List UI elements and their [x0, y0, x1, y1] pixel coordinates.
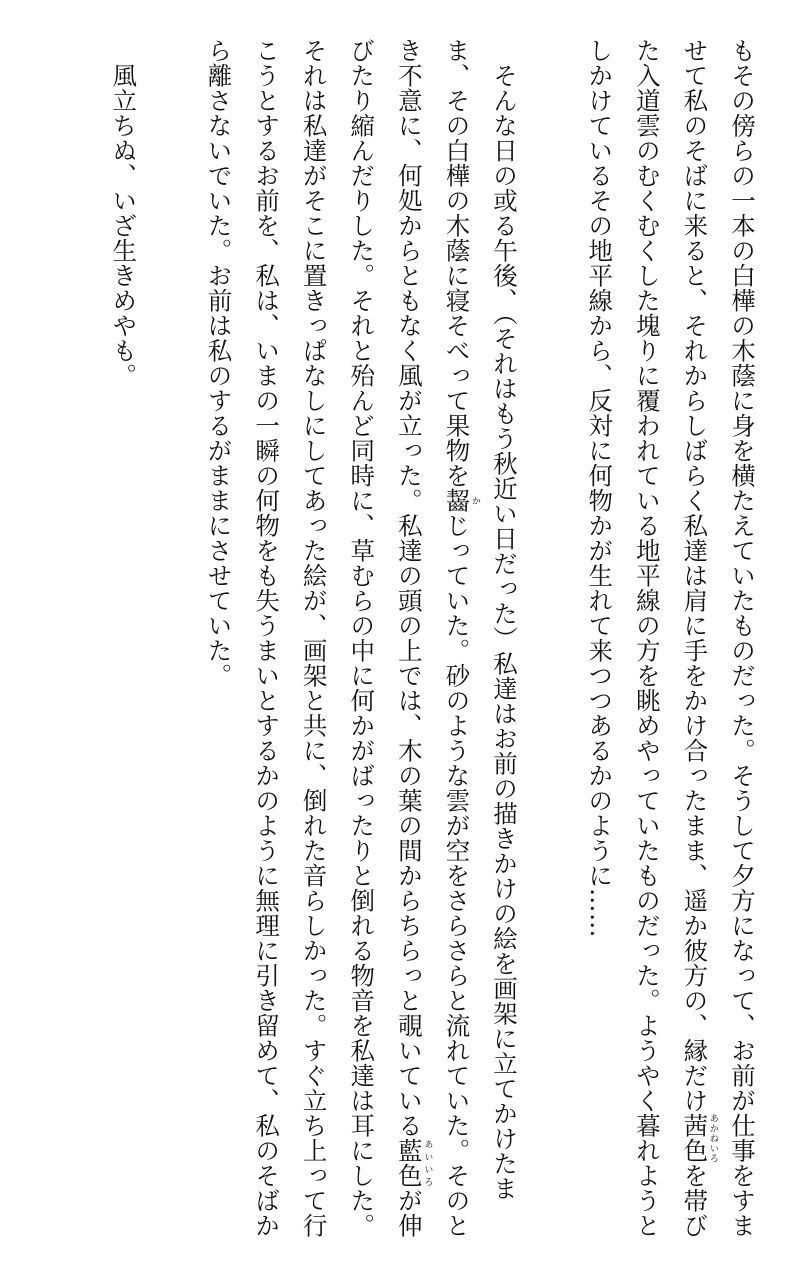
ruby-annotation — [680, 1113, 718, 1163]
ruby-reading: あかねいろ — [707, 1113, 718, 1163]
ruby-base: 齧 — [442, 488, 472, 513]
vertical-text-body — [100, 38, 766, 1248]
text-run: 風立ちぬ、いざ生きめやも。 — [109, 62, 139, 388]
paragraph — [100, 38, 148, 1248]
paragraph-gap — [528, 38, 576, 1248]
text-run: じっていた。砂のような雲が空をさらさらと流れていた。そのとき不意に、何処からともなく風が立った。私達の頭の上では、木の葉の間からちらっと覗いている — [394, 38, 472, 1238]
paragraph-gap — [147, 38, 195, 1248]
ruby-reading: あいいろ — [422, 1138, 433, 1188]
paragraph — [195, 38, 528, 1248]
paragraph — [576, 38, 766, 1248]
text-run: を帯びた入道雲のむくむくした塊りに覆われている地平線の方を眺めやっていたものだった。ようやく暮れようとしかけているその地平線から、反対に何物かが生れて来つつあるかのように…… — [585, 38, 710, 1238]
ruby-base: 茜色 — [680, 1113, 710, 1163]
ruby-annotation — [394, 1138, 433, 1188]
text-run: そんな日の或る午後、（それはもう秋近い日だった）私達はお前の描きかけの絵を画架に立てかけたまま、その白樺の木蔭に寝そべって果物を — [442, 38, 520, 1201]
ruby-reading: か — [469, 488, 480, 513]
text-run: が伸びたり縮んだりした。それと殆んど同時に、草むらの中に何かがばったりと倒れる物音を私達は耳にした。それは私達がそこに置きっぱなしにしてあった絵が、画架と共に、倒れた音らしかった。すぐ立ち上って行こうとするお前を、私は、いまの一瞬の何物をも失うまいとするかのように無理に引き留めて、私のそばから離さないでいた。お前は私のするがままにさせていた。 — [204, 38, 424, 1238]
text-run: もその傍らの一本の白樺の木蔭に身を横たえていたものだった。そうして夕方になって、お前が仕事をすませて私のそばに来ると、それからしばらく私達は肩に手をかけ合ったまま、遥か彼方の、縁だけ — [680, 38, 757, 1238]
ruby-annotation — [442, 488, 480, 513]
ruby-base: 藍色 — [394, 1138, 424, 1188]
